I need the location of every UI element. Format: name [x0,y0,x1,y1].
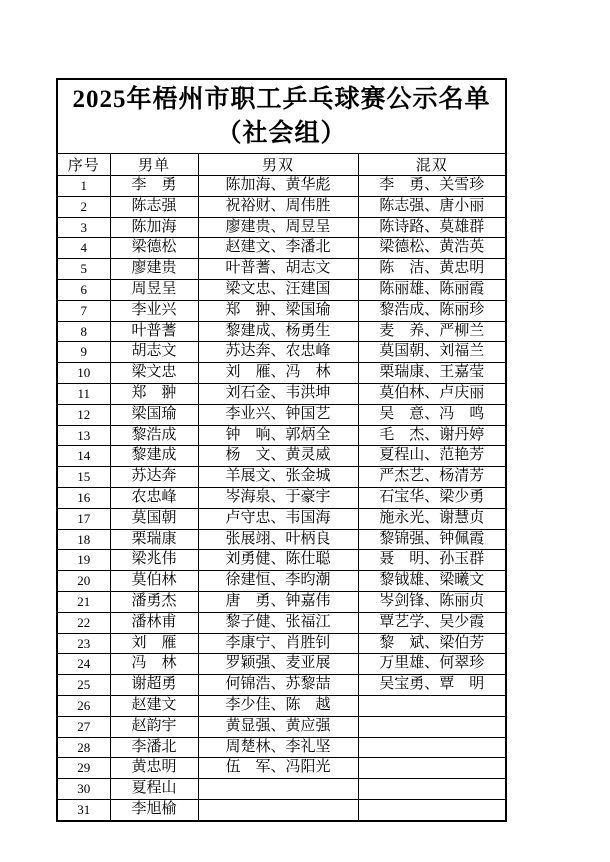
seq-cell: 8 [57,321,110,342]
mens-singles-cell: 胡志文 [110,342,198,363]
mens-singles-cell: 李 勇 [110,176,198,197]
roster-table [56,78,507,822]
title-line-1: 2025年梧州市职工乒乓球赛公示名单 [72,85,491,113]
mens-doubles-cell: 羊展文、张金城 [198,467,358,488]
seq-cell: 10 [57,363,110,384]
mixed-doubles-cell: 覃艺学、吴少霞 [358,612,506,633]
table-row [57,176,506,197]
table-row [57,259,506,280]
mens-doubles-cell: 黄显强、黄应强 [198,716,358,737]
document-title [57,79,506,154]
mens-singles-cell: 苏达奔 [110,467,198,488]
mens-doubles-cell: 伍 军、冯阳光 [198,758,358,779]
table-row [57,217,506,238]
mens-doubles-cell: 李少佳、陈 越 [198,695,358,716]
mens-singles-cell: 周昱呈 [110,279,198,300]
mens-doubles-cell: 黎子健、张福江 [198,612,358,633]
seq-cell: 14 [57,446,110,467]
mixed-doubles-cell: 黎锦强、钟佩霞 [358,529,506,550]
mens-singles-cell: 李潘北 [110,737,198,758]
mens-singles-cell: 梁文忠 [110,363,198,384]
mens-doubles-cell: 刘 雁、冯 林 [198,363,358,384]
seq-cell: 12 [57,404,110,425]
mens-doubles-cell: 陈加海、黄华彪 [198,176,358,197]
mixed-doubles-cell: 黎钺雄、梁曦文 [358,571,506,592]
mixed-doubles-cell: 万里雄、何翠珍 [358,654,506,675]
mens-doubles-cell: 杨 文、黄灵威 [198,446,358,467]
mens-singles-cell: 黎建成 [110,446,198,467]
mens-doubles-cell: 刘勇健、陈仕聪 [198,550,358,571]
seq-cell: 17 [57,508,110,529]
mens-doubles-cell: 周楚林、李礼坚 [198,737,358,758]
mens-doubles-cell: 苏达奔、农忠峰 [198,342,358,363]
table-row [57,238,506,259]
mixed-doubles-cell: 施永光、谢慧贞 [358,508,506,529]
mens-doubles-cell: 张展翊、叶柄良 [198,529,358,550]
mens-singles-cell: 刘 雁 [110,633,198,654]
table-row [57,737,506,758]
mens-doubles-cell: 罗颖强、麦亚展 [198,654,358,675]
mens-singles-cell: 谢超勇 [110,675,198,696]
mixed-doubles-cell [358,779,506,800]
table-row [57,758,506,779]
seq-cell: 23 [57,633,110,654]
table-row [57,425,506,446]
mixed-doubles-cell: 陈 洁、黄忠明 [358,259,506,280]
table-row [57,196,506,217]
column-header-mens-doubles: 男双 [198,154,358,176]
mens-singles-cell: 黎浩成 [110,425,198,446]
seq-cell: 16 [57,487,110,508]
mens-doubles-cell: 钟 响、郭炳全 [198,425,358,446]
table-row [57,321,506,342]
seq-cell: 9 [57,342,110,363]
mens-singles-cell: 赵韵宇 [110,716,198,737]
table-row [57,675,506,696]
seq-cell: 20 [57,571,110,592]
mixed-doubles-cell: 陈志强、唐小丽 [358,196,506,217]
mixed-doubles-cell: 陈诗路、莫雄群 [358,217,506,238]
seq-cell: 30 [57,779,110,800]
mixed-doubles-cell [358,799,506,820]
seq-cell: 24 [57,654,110,675]
mixed-doubles-cell: 严杰艺、杨清芳 [358,467,506,488]
table-row [57,550,506,571]
seq-cell: 5 [57,259,110,280]
mixed-doubles-cell [358,758,506,779]
mixed-doubles-cell: 吴 意、冯 鸣 [358,404,506,425]
seq-cell: 4 [57,238,110,259]
mixed-doubles-cell: 毛 杰、谢丹婷 [358,425,506,446]
mixed-doubles-cell: 栗瑞康、王嘉莹 [358,363,506,384]
mixed-doubles-cell: 石宝华、梁少勇 [358,487,506,508]
mixed-doubles-cell [358,737,506,758]
mixed-doubles-cell: 莫国朝、刘福兰 [358,342,506,363]
table-row [57,404,506,425]
mens-singles-cell: 栗瑞康 [110,529,198,550]
table-row [57,487,506,508]
mens-doubles-cell: 黎建成、杨勇生 [198,321,358,342]
mens-singles-cell: 梁国瑜 [110,404,198,425]
table-row [57,591,506,612]
mens-doubles-cell: 赵建文、李潘北 [198,238,358,259]
mens-singles-cell: 冯 林 [110,654,198,675]
seq-cell: 6 [57,279,110,300]
seq-cell: 1 [57,176,110,197]
mixed-doubles-cell [358,716,506,737]
mixed-doubles-cell: 李 勇、关雪珍 [358,176,506,197]
mens-doubles-cell: 郑 翀、梁国瑜 [198,300,358,321]
mens-doubles-cell: 刘石金、韦洪坤 [198,383,358,404]
mens-singles-cell: 陈加海 [110,217,198,238]
mens-doubles-cell: 李业兴、钟国艺 [198,404,358,425]
table-row [57,446,506,467]
mens-singles-cell: 莫伯林 [110,571,198,592]
table-row [57,363,506,384]
mens-singles-cell: 夏程山 [110,779,198,800]
mens-doubles-cell [198,779,358,800]
mens-singles-cell: 黄忠明 [110,758,198,779]
seq-cell: 28 [57,737,110,758]
table-row [57,279,506,300]
mixed-doubles-cell: 夏程山、范艳芳 [358,446,506,467]
mixed-doubles-cell: 黎 斌、梁伯芳 [358,633,506,654]
mixed-doubles-cell: 吴宝勇、覃 明 [358,675,506,696]
table-row [57,779,506,800]
table-row [57,571,506,592]
mens-singles-cell: 李旭榆 [110,799,198,820]
seq-cell: 31 [57,799,110,820]
mens-singles-cell: 梁兆伟 [110,550,198,571]
table-row [57,529,506,550]
table-row [57,654,506,675]
table-header-row [57,154,506,176]
table-row [57,633,506,654]
seq-cell: 29 [57,758,110,779]
mixed-doubles-cell: 莫伯林、卢庆丽 [358,383,506,404]
mixed-doubles-cell [358,695,506,716]
mens-singles-cell: 莫国朝 [110,508,198,529]
seq-cell: 19 [57,550,110,571]
table-row [57,612,506,633]
mens-doubles-cell: 唐 勇、钟嘉伟 [198,591,358,612]
seq-cell: 3 [57,217,110,238]
table-row [57,300,506,321]
mens-singles-cell: 廖建贵 [110,259,198,280]
mens-singles-cell: 李业兴 [110,300,198,321]
seq-cell: 13 [57,425,110,446]
mixed-doubles-cell: 岑剑锋、陈丽贞 [358,591,506,612]
mens-doubles-cell: 卢守忠、韦国海 [198,508,358,529]
column-header-mens-singles: 男单 [110,154,198,176]
mens-doubles-cell: 廖建贵、周昱呈 [198,217,358,238]
mens-doubles-cell: 祝裕财、周伟胜 [198,196,358,217]
column-header-seq: 序号 [57,154,110,176]
mens-singles-cell: 梁德松 [110,238,198,259]
column-header-mixed-doubles: 混双 [358,154,506,176]
table-row [57,695,506,716]
seq-cell: 21 [57,591,110,612]
seq-cell: 27 [57,716,110,737]
seq-cell: 25 [57,675,110,696]
table-row [57,508,506,529]
mens-singles-cell: 叶普蓍 [110,321,198,342]
mens-doubles-cell: 何锦浩、苏黎喆 [198,675,358,696]
mens-singles-cell: 潘勇杰 [110,591,198,612]
table-row [57,799,506,820]
mixed-doubles-cell: 聂 明、孙玉群 [358,550,506,571]
seq-cell: 7 [57,300,110,321]
mixed-doubles-cell: 梁德松、黄浩英 [358,238,506,259]
roster-table-body [57,176,506,821]
table-row [57,383,506,404]
seq-cell: 11 [57,383,110,404]
mens-doubles-cell: 梁文忠、汪建国 [198,279,358,300]
mens-singles-cell: 陈志强 [110,196,198,217]
seq-cell: 18 [57,529,110,550]
mixed-doubles-cell: 麦 养、严柳兰 [358,321,506,342]
seq-cell: 2 [57,196,110,217]
mens-singles-cell: 赵建文 [110,695,198,716]
table-row [57,716,506,737]
mens-doubles-cell: 岑海泉、于豪宇 [198,487,358,508]
seq-cell: 22 [57,612,110,633]
seq-cell: 26 [57,695,110,716]
mens-doubles-cell: 徐建恒、李昀潮 [198,571,358,592]
table-row [57,342,506,363]
title-row [57,79,506,154]
table-row [57,467,506,488]
mens-singles-cell: 农忠峰 [110,487,198,508]
mens-doubles-cell: 李康宁、肖胜钊 [198,633,358,654]
mens-doubles-cell: 叶普蓍、胡志文 [198,259,358,280]
mens-singles-cell: 潘林甫 [110,612,198,633]
mens-doubles-cell [198,799,358,820]
title-line-2: （社会组） [216,119,347,147]
mens-singles-cell: 郑 翀 [110,383,198,404]
mixed-doubles-cell: 黎浩成、陈丽珍 [358,300,506,321]
mixed-doubles-cell: 陈丽雄、陈丽霞 [358,279,506,300]
seq-cell: 15 [57,467,110,488]
